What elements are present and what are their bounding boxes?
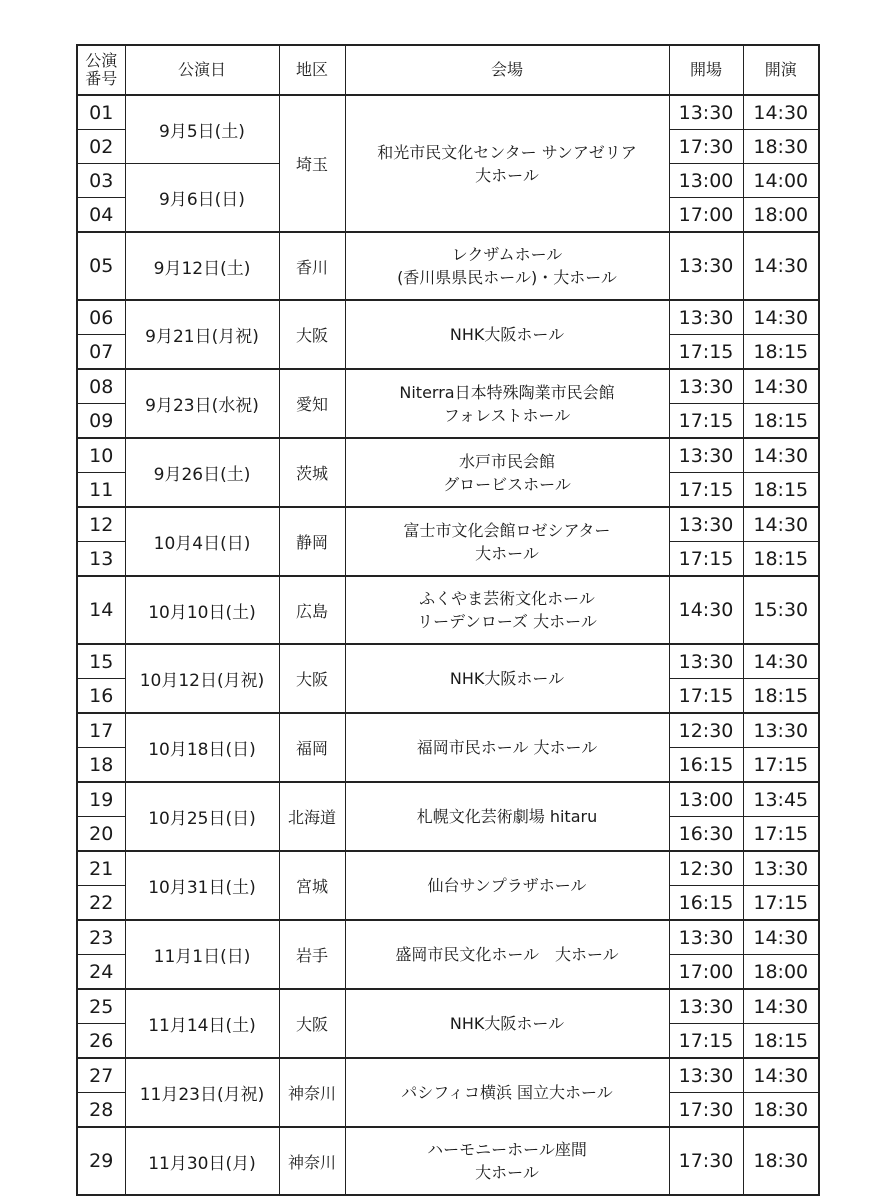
show-area: 静岡: [279, 507, 345, 576]
start-time: 18:30: [743, 130, 819, 164]
open-time: 17:00: [669, 955, 743, 990]
show-venue: [345, 438, 669, 507]
show-venue: [345, 576, 669, 644]
show-area: 大阪: [279, 644, 345, 713]
start-time: 14:30: [743, 232, 819, 300]
show-date: 9月6日(日): [125, 164, 279, 233]
show-area: 岩手: [279, 920, 345, 989]
start-time: 18:30: [743, 1093, 819, 1128]
open-time: 17:30: [669, 1093, 743, 1128]
venue-line: 札幌文化芸術劇場 hitaru: [416, 807, 598, 826]
show-number: 16: [77, 679, 125, 714]
show-area: 茨城: [279, 438, 345, 507]
venue-line: レクザムホール: [451, 245, 563, 264]
show-number: 24: [77, 955, 125, 990]
show-area: 香川: [279, 232, 345, 300]
header-open-time: 開場: [669, 45, 743, 95]
show-area: 神奈川: [279, 1058, 345, 1127]
open-time: 13:30: [669, 95, 743, 130]
show-number: 10: [77, 438, 125, 473]
open-time: 17:30: [669, 130, 743, 164]
venue-line: 富士市文化会館ロゼシアター: [403, 520, 611, 540]
show-number: 03: [77, 164, 125, 198]
show-area: 埼玉: [279, 95, 345, 232]
show-date: 10月18日(日): [125, 713, 279, 782]
show-venue: [345, 920, 669, 989]
start-time: 14:30: [743, 1058, 819, 1093]
open-time: 13:30: [669, 920, 743, 955]
start-time: 18:15: [743, 335, 819, 370]
venue-line: 大ホール: [475, 1163, 539, 1182]
open-time: 13:30: [669, 438, 743, 473]
open-time: 13:30: [669, 369, 743, 404]
schedule-row: [77, 1058, 819, 1093]
start-time: 14:30: [743, 369, 819, 404]
venue-line: NHK大阪ホール: [449, 325, 565, 344]
start-time: 14:30: [743, 644, 819, 679]
schedule-row: [77, 369, 819, 404]
start-time: 18:15: [743, 1024, 819, 1059]
show-venue: [345, 300, 669, 369]
show-venue: [345, 369, 669, 438]
show-number: 02: [77, 130, 125, 164]
header-row: [77, 45, 819, 95]
header-area: 地区: [279, 45, 345, 95]
schedule-row: [77, 713, 819, 748]
show-date: 9月23日(水祝): [125, 369, 279, 438]
start-time: 17:15: [743, 748, 819, 783]
start-time: 14:30: [743, 989, 819, 1024]
show-date: 9月21日(月祝): [125, 300, 279, 369]
show-date: 11月30日(月): [125, 1127, 279, 1195]
venue-line: NHK大阪ホール: [449, 1014, 565, 1033]
open-time: 14:30: [669, 576, 743, 644]
open-time: 17:15: [669, 542, 743, 577]
show-number: 21: [77, 851, 125, 886]
header-venue: 会場: [345, 45, 669, 95]
start-time: 18:00: [743, 955, 819, 990]
show-number: 17: [77, 713, 125, 748]
start-time: 14:30: [743, 95, 819, 130]
venue-line: 水戸市民会館: [458, 451, 555, 471]
start-time: 18:15: [743, 542, 819, 577]
show-area: 福岡: [279, 713, 345, 782]
schedule-row: [77, 851, 819, 886]
open-time: 16:15: [669, 886, 743, 921]
show-number: 27: [77, 1058, 125, 1093]
schedule-row: [77, 920, 819, 955]
open-time: 17:15: [669, 404, 743, 439]
show-date: 10月25日(日): [125, 782, 279, 851]
show-venue: [345, 507, 669, 576]
show-number: 09: [77, 404, 125, 439]
start-time: 18:15: [743, 473, 819, 508]
show-date: 11月23日(月祝): [125, 1058, 279, 1127]
start-time: 14:30: [743, 438, 819, 473]
venue-line: 仙台サンプラザホール: [427, 876, 587, 895]
open-time: 13:30: [669, 232, 743, 300]
show-date: 9月26日(土): [125, 438, 279, 507]
open-time: 13:00: [669, 782, 743, 817]
header-show-number-line1: 公演: [85, 51, 118, 70]
venue-line: ふくやま芸術文化ホール: [419, 589, 595, 608]
venue-line: NHK大阪ホール: [449, 669, 565, 688]
open-time: 12:30: [669, 851, 743, 886]
venue-line: 和光市民文化センター サンアゼリア: [377, 142, 637, 162]
open-time: 17:15: [669, 1024, 743, 1059]
show-number: 25: [77, 989, 125, 1024]
schedule-body: [77, 95, 819, 1195]
open-time: 16:15: [669, 748, 743, 783]
schedule-row: [77, 576, 819, 644]
schedule-row: [77, 782, 819, 817]
show-area: 北海道: [279, 782, 345, 851]
venue-line: 福岡市民ホール 大ホール: [416, 738, 598, 757]
show-venue: [345, 95, 669, 232]
show-number: 19: [77, 782, 125, 817]
start-time: 14:30: [743, 920, 819, 955]
open-time: 13:30: [669, 1058, 743, 1093]
venue-line: 盛岡市民文化ホール 大ホール: [395, 945, 619, 964]
show-date: 11月1日(日): [125, 920, 279, 989]
open-time: 17:15: [669, 473, 743, 508]
show-venue: [345, 644, 669, 713]
show-number: 07: [77, 335, 125, 370]
show-venue: [345, 232, 669, 300]
show-number: 18: [77, 748, 125, 783]
start-time: 18:15: [743, 404, 819, 439]
show-number: 22: [77, 886, 125, 921]
venue-line: (香川県県民ホール)・大ホール: [397, 268, 617, 287]
schedule-row: [77, 644, 819, 679]
show-number: 20: [77, 817, 125, 852]
show-number: 05: [77, 232, 125, 300]
show-venue: [345, 713, 669, 782]
schedule-table: [76, 44, 820, 1196]
open-time: 13:00: [669, 164, 743, 198]
show-date: 11月14日(土): [125, 989, 279, 1058]
schedule-row: [77, 507, 819, 542]
start-time: 18:15: [743, 679, 819, 714]
show-number: 04: [77, 198, 125, 233]
show-area: 広島: [279, 576, 345, 644]
show-venue: [345, 1058, 669, 1127]
venue-line: リーデンローズ 大ホール: [417, 612, 597, 631]
show-number: 28: [77, 1093, 125, 1128]
show-area: 愛知: [279, 369, 345, 438]
start-time: 17:15: [743, 886, 819, 921]
show-number: 26: [77, 1024, 125, 1059]
open-time: 13:30: [669, 644, 743, 679]
show-area: 大阪: [279, 300, 345, 369]
start-time: 14:30: [743, 507, 819, 542]
schedule-row: [77, 1127, 819, 1195]
venue-line: ハーモニーホール座間: [427, 1140, 587, 1159]
show-number: 29: [77, 1127, 125, 1195]
start-time: 13:30: [743, 713, 819, 748]
show-area: 大阪: [279, 989, 345, 1058]
open-time: 17:00: [669, 198, 743, 233]
show-number: 08: [77, 369, 125, 404]
open-time: 12:30: [669, 713, 743, 748]
show-venue: [345, 1127, 669, 1195]
start-time: 13:30: [743, 851, 819, 886]
venue-line: 大ホール: [475, 165, 539, 185]
open-time: 17:15: [669, 679, 743, 714]
show-venue: [345, 782, 669, 851]
show-number: 01: [77, 95, 125, 130]
venue-line: Niterra日本特殊陶業市民会館: [399, 382, 615, 402]
start-time: 18:00: [743, 198, 819, 233]
schedule-row: [77, 300, 819, 335]
venue-line: フォレストホール: [443, 405, 571, 425]
show-date: 10月12日(月祝): [125, 644, 279, 713]
header-show-number: [77, 45, 125, 95]
show-venue: [345, 989, 669, 1058]
open-time: 13:30: [669, 989, 743, 1024]
show-date: 9月5日(土): [125, 95, 279, 164]
schedule-row: [77, 438, 819, 473]
show-number: 13: [77, 542, 125, 577]
start-time: 15:30: [743, 576, 819, 644]
header-show-number-line2: 番号: [85, 69, 118, 88]
schedule-row: [77, 989, 819, 1024]
show-number: 11: [77, 473, 125, 508]
open-time: 13:30: [669, 507, 743, 542]
show-area: 宮城: [279, 851, 345, 920]
show-number: 14: [77, 576, 125, 644]
header-date: 公演日: [125, 45, 279, 95]
schedule-row: [77, 95, 819, 130]
start-time: 13:45: [743, 782, 819, 817]
show-number: 23: [77, 920, 125, 955]
show-number: 15: [77, 644, 125, 679]
show-number: 12: [77, 507, 125, 542]
show-venue: [345, 851, 669, 920]
show-date: 9月12日(土): [125, 232, 279, 300]
open-time: 16:30: [669, 817, 743, 852]
start-time: 18:30: [743, 1127, 819, 1195]
start-time: 14:30: [743, 300, 819, 335]
show-number: 06: [77, 300, 125, 335]
start-time: 14:00: [743, 164, 819, 198]
schedule-row: [77, 232, 819, 300]
show-date: 10月4日(日): [125, 507, 279, 576]
venue-line: グロービスホール: [443, 474, 571, 494]
venue-line: パシフィコ横浜 国立大ホール: [401, 1083, 613, 1102]
show-area: 神奈川: [279, 1127, 345, 1195]
venue-line: 大ホール: [475, 543, 539, 563]
show-date: 10月31日(土): [125, 851, 279, 920]
header-start-time: 開演: [743, 45, 819, 95]
open-time: 17:30: [669, 1127, 743, 1195]
open-time: 17:15: [669, 335, 743, 370]
show-date: 10月10日(土): [125, 576, 279, 644]
start-time: 17:15: [743, 817, 819, 852]
open-time: 13:30: [669, 300, 743, 335]
